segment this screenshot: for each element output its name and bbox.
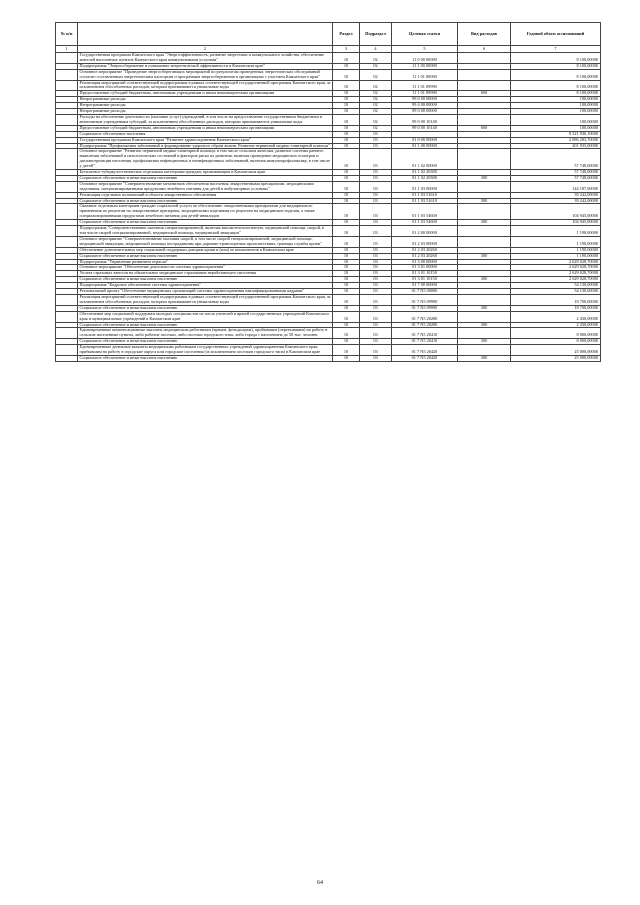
- row-expense-type-cell: 300: [458, 253, 511, 259]
- row-expense-type-cell: [458, 80, 511, 91]
- row-target-article-cell: 01 1 02 20380: [392, 175, 458, 181]
- column-number: 7: [511, 46, 601, 53]
- row-name-cell: Непрограммные расходы: [78, 109, 333, 115]
- row-number-cell: [56, 114, 78, 125]
- row-razdel-cell: 10: [333, 125, 360, 131]
- row-expense-type-cell: 300: [458, 322, 511, 328]
- row-podrazdel-cell: 03: [360, 236, 392, 247]
- row-razdel-cell: 10: [333, 131, 360, 137]
- row-target-article-cell: 01 1 03 51610: [392, 192, 458, 198]
- row-podrazdel-cell: 03: [360, 265, 392, 271]
- row-name-cell: Региональный проект "Обеспечение медицинских организаций системы здравоохранения квалифицированными кадрами": [78, 289, 333, 295]
- row-expense-type-cell: [458, 53, 511, 64]
- page-number: 64: [317, 880, 323, 886]
- row-target-article-cell: 01 7 N5 20280: [392, 311, 458, 322]
- row-number-cell: [56, 181, 78, 192]
- row-expense-type-cell: 300: [458, 355, 511, 361]
- column-number: 1: [56, 46, 78, 53]
- row-target-article-cell: 99 0 00 00000: [392, 97, 458, 103]
- row-amount-cell: 100,00000: [511, 103, 601, 109]
- row-razdel-cell: 10: [333, 192, 360, 198]
- row-number-cell: [56, 311, 78, 322]
- row-razdel-cell: 10: [333, 294, 360, 305]
- row-podrazdel-cell: 03: [360, 311, 392, 322]
- row-name-cell: Основное мероприятие "Совершенствование оказания скорой, в том числе скорой специализированной, медицинской помощи, медицинской эвакуации, медицинской помощи пострадавшим при дорожно-транспортных происшествиях, границы службы крови": [78, 236, 333, 247]
- row-podrazdel-cell: 03: [360, 339, 392, 345]
- row-amount-cell: 2 430,00000: [511, 322, 601, 328]
- row-amount-cell: 39 242,00000: [511, 198, 601, 204]
- column-number: 4: [360, 46, 392, 53]
- row-name-cell: Предоставление субсидий бюджетным, автономным учреждениям и иным некоммерческим организациям: [78, 125, 333, 131]
- row-name-cell: Государственная программа Камчатского края "Энергоэффективность, развитие энергетики и коммунального хозяйства, обеспечение жителей населенных пунктов Камчатского края коммунальными услугами": [78, 53, 333, 64]
- header-expense-type: Вид расходов: [458, 23, 511, 46]
- row-podrazdel-cell: 02: [360, 80, 392, 91]
- row-target-article-cell: 01 2 03 20260: [392, 253, 458, 259]
- row-amount-cell: 8 000,00000: [511, 328, 601, 339]
- row-name-cell: Основное мероприятие "Проведение энергосберегающих мероприятий по результатам проведенных энергетических обследований согласно составленным энергетическим паспортам и программам энергосбережения в организациях с участием Камчатского края": [78, 69, 333, 80]
- row-target-article-cell: 01 7 N5 20420: [392, 355, 458, 361]
- row-podrazdel-cell: 03: [360, 204, 392, 220]
- row-name-cell: Обеспечение мер социальной поддержки молодых специалистов из числа учителей и врачей государственных учреждений Камчатского края и муниципальных учреждений в Камчатском крае: [78, 311, 333, 322]
- row-amount-cell: 2 629 028,70000: [511, 277, 601, 283]
- row-amount-cell: 104 945,00000: [511, 204, 601, 220]
- row-razdel-cell: 10: [333, 69, 360, 80]
- table-row: [56, 181, 601, 192]
- row-expense-type-cell: 600: [458, 125, 511, 131]
- row-podrazdel-cell: 03: [360, 253, 392, 259]
- row-name-cell: Оказание отдельным категориям граждан социальной услуги по обеспечению лекарственными препаратами для медицинского применения по рецептам на лекарственные препараты, медицинскими изделиями по рецептам на медицинские изделия, а также специализированными продуктами лечебного питания для детей-инвалидов: [78, 204, 333, 220]
- row-amount-cell: 8 100,00000: [511, 69, 601, 80]
- row-expense-type-cell: 300: [458, 305, 511, 311]
- row-expense-type-cell: 300: [458, 198, 511, 204]
- row-razdel-cell: 10: [333, 109, 360, 115]
- row-target-article-cell: 01 3 01 10150: [392, 271, 458, 277]
- row-target-article-cell: 11 0 00 00000: [392, 53, 458, 64]
- row-expense-type-cell: 600: [458, 91, 511, 97]
- row-target-article-cell: 11 1 00 00000: [392, 63, 458, 69]
- row-target-article-cell: 01 1 02 00000: [392, 149, 458, 170]
- row-podrazdel-cell: 03: [360, 271, 392, 277]
- row-razdel-cell: 10: [333, 204, 360, 220]
- row-podrazdel-cell: 03: [360, 277, 392, 283]
- row-amount-cell: 57 748,00000: [511, 175, 601, 181]
- row-razdel-cell: 10: [333, 247, 360, 253]
- row-expense-type-cell: [458, 181, 511, 192]
- row-podrazdel-cell: 03: [360, 137, 392, 143]
- row-name-cell: Уплата страховых взносов на обязательное медицинское страхование неработающего населения: [78, 271, 333, 277]
- row-name-cell: Единовременные компенсационные выплаты медицинским работникам (врачам, фельдшерам), прибывшим (переехавшим) на работу в сельские населенные пункты, либо рабочие поселки, либо поселки городского типа, либо города с населением до 50 тыс. человек: [78, 328, 333, 339]
- row-amount-cell: 8 100,00000: [511, 53, 601, 64]
- row-razdel-cell: 10: [333, 311, 360, 322]
- row-name-cell: Социальное обеспечение и иные выплаты населению: [78, 339, 333, 345]
- row-podrazdel-cell: 03: [360, 305, 392, 311]
- row-podrazdel-cell: 02: [360, 97, 392, 103]
- row-amount-cell: 8 100,00000: [511, 91, 601, 97]
- row-amount-cell: 100,00000: [511, 97, 601, 103]
- row-target-article-cell: 01 7 N5 00000: [392, 289, 458, 295]
- header-podrazdel: Подраздел: [360, 23, 392, 46]
- row-name-cell: Социальное обеспечение и иные выплаты населению: [78, 277, 333, 283]
- row-razdel-cell: 10: [333, 103, 360, 109]
- row-razdel-cell: 10: [333, 149, 360, 170]
- table-row: [56, 236, 601, 247]
- row-razdel-cell: 10: [333, 345, 360, 356]
- header-number: № п/п: [56, 23, 78, 46]
- row-amount-cell: 1 190,00000: [511, 253, 601, 259]
- header-name: [78, 23, 333, 46]
- row-number-cell: [56, 345, 78, 356]
- row-amount-cell: 8 100,00000: [511, 63, 601, 69]
- row-target-article-cell: 01 2 00 00000: [392, 226, 458, 237]
- row-razdel-cell: 10: [333, 220, 360, 226]
- header-row: [56, 23, 601, 46]
- row-razdel-cell: 10: [333, 328, 360, 339]
- row-razdel-cell: 10: [333, 175, 360, 181]
- row-number-cell: [56, 226, 78, 237]
- row-name-cell: Социальное обеспечение и иные выплаты населению: [78, 198, 333, 204]
- table-row: [56, 204, 601, 220]
- column-number: 2: [78, 46, 333, 53]
- row-name-cell: Государственная программа Камчатского края "Развитие здравоохранения Камчатского края": [78, 137, 333, 143]
- row-name-cell: Социальное обеспечение и иные выплаты населению: [78, 220, 333, 226]
- row-number-cell: [56, 69, 78, 80]
- row-target-article-cell: 99 0 00 10140: [392, 125, 458, 131]
- row-razdel-cell: 10: [333, 53, 360, 64]
- row-number-cell: [56, 355, 78, 361]
- row-amount-cell: 201 935,00000: [511, 143, 601, 149]
- row-podrazdel-cell: 02: [360, 53, 392, 64]
- row-name-cell: Реализация отдельных полномочий в области лекарственного обеспечения: [78, 192, 333, 198]
- row-target-article-cell: 01 7 N5 09990: [392, 305, 458, 311]
- row-podrazdel-cell: 03: [360, 226, 392, 237]
- row-razdel-cell: 10: [333, 265, 360, 271]
- row-amount-cell: 2 430,00000: [511, 311, 601, 322]
- table-row: [56, 311, 601, 322]
- row-amount-cell: 2 629 028,70000: [511, 265, 601, 271]
- row-target-article-cell: 11 1 01 09990: [392, 91, 458, 97]
- row-target-article-cell: 11 1 01 09990: [392, 80, 458, 91]
- row-number-cell: [56, 204, 78, 220]
- row-amount-cell: 25 000,00000: [511, 345, 601, 356]
- row-razdel-cell: 10: [333, 91, 360, 97]
- row-target-article-cell: 01 7 N5 20420: [392, 345, 458, 356]
- row-target-article-cell: 01 1 02 20380: [392, 170, 458, 176]
- row-podrazdel-cell: 03: [360, 175, 392, 181]
- row-name-cell: Подпрограмма "Управление развитием отрасли": [78, 259, 333, 265]
- row-podrazdel-cell: 03: [360, 328, 392, 339]
- row-amount-cell: 57 748,00000: [511, 170, 601, 176]
- row-name-cell: Расходы на обеспечение деятельности (оказание услуг) учреждений, в том числе на предоставление государственным бюджетным и автономным учреждениям субсидий, за исключением обособленных расходов, которым присваиваются уникальные коды: [78, 114, 333, 125]
- row-name-cell: Обеспечение дополнительных мер социальной поддержки донорам крови и (или) ее компонентов в Камчатском крае: [78, 247, 333, 253]
- document-page: [55, 22, 600, 362]
- row-expense-type-cell: [458, 294, 511, 305]
- table-body: [56, 53, 601, 362]
- row-podrazdel-cell: 02: [360, 109, 392, 115]
- row-target-article-cell: 01 7 N5 20410: [392, 339, 458, 345]
- header-razdel: Раздел: [333, 23, 360, 46]
- row-razdel-cell: 10: [333, 305, 360, 311]
- row-target-article-cell: 99 4 00 00000: [392, 103, 458, 109]
- row-amount-cell: 144 187,00000: [511, 181, 601, 192]
- row-razdel-cell: 10: [333, 339, 360, 345]
- row-razdel-cell: 10: [333, 322, 360, 328]
- table-row: [56, 53, 601, 64]
- row-target-article-cell: 01 7 N5 20410: [392, 328, 458, 339]
- row-podrazdel-cell: 03: [360, 170, 392, 176]
- row-target-article-cell: 01 3 01 10150: [392, 277, 458, 283]
- row-podrazdel-cell: 03: [360, 322, 392, 328]
- budget-table: [55, 22, 601, 362]
- table-row: [56, 226, 601, 237]
- row-target-article-cell: 01 1 03 54600: [392, 204, 458, 220]
- row-razdel-cell: 10: [333, 355, 360, 361]
- row-podrazdel-cell: 03: [360, 192, 392, 198]
- table-row: [56, 114, 601, 125]
- row-amount-cell: 57 748,00000: [511, 149, 601, 170]
- row-podrazdel-cell: 03: [360, 149, 392, 170]
- row-podrazdel-cell: 02: [360, 114, 392, 125]
- row-target-article-cell: 01 2 03 20260: [392, 247, 458, 253]
- row-podrazdel-cell: 03: [360, 259, 392, 265]
- row-podrazdel-cell: 03: [360, 289, 392, 295]
- row-name-cell: Социальное обеспечение и иные выплаты населению: [78, 305, 333, 311]
- row-razdel-cell: 10: [333, 80, 360, 91]
- row-razdel-cell: 10: [333, 198, 360, 204]
- row-amount-cell: 8 100,00000: [511, 80, 601, 91]
- row-expense-type-cell: [458, 345, 511, 356]
- row-razdel-cell: 10: [333, 271, 360, 277]
- table-row: [56, 80, 601, 91]
- row-razdel-cell: 10: [333, 283, 360, 289]
- row-target-article-cell: 01 1 03 54600: [392, 220, 458, 226]
- row-amount-cell: 104 945,00000: [511, 220, 601, 226]
- row-razdel-cell: 10: [333, 181, 360, 192]
- table-row: [56, 345, 601, 356]
- row-target-article-cell: 01 1 03 51610: [392, 198, 458, 204]
- row-name-cell: Подпрограмма "Совершенствование оказания специализированной, включая высокотехнологичную, медицинской помощи, скорой, в том числе скорой специализированной, медицинской помощи, медицинской эвакуации": [78, 226, 333, 237]
- row-podrazdel-cell: 02: [360, 63, 392, 69]
- row-razdel-cell: 10: [333, 289, 360, 295]
- row-podrazdel-cell: 02: [360, 125, 392, 131]
- row-podrazdel-cell: 03: [360, 181, 392, 192]
- row-name-cell: Предоставление субсидий бюджетным, автономным учреждениям и иным некоммерческим организациям: [78, 91, 333, 97]
- row-expense-type-cell: [458, 311, 511, 322]
- row-target-article-cell: 01 7 N5 09990: [392, 294, 458, 305]
- row-podrazdel-cell: 03: [360, 143, 392, 149]
- row-name-cell: Социальное обеспечение и иные выплаты населению: [78, 175, 333, 181]
- row-amount-cell: 1 190,00000: [511, 236, 601, 247]
- row-razdel-cell: 10: [333, 63, 360, 69]
- row-name-cell: Подпрограмма "Энергосбережение и повышение энергетической эффективности в Камчатском крае": [78, 63, 333, 69]
- row-target-article-cell: 11 1 01 00000: [392, 69, 458, 80]
- row-name-cell: Реализация мероприятий соответствующей подпрограммы в рамках соответствующей государственной программы Камчатского края, за исключением обособленных расходов, которым присваиваются уникальные коды: [78, 294, 333, 305]
- row-name-cell: Социальное обеспечение и иные выплаты населению: [78, 355, 333, 361]
- row-amount-cell: 18 700,00000: [511, 294, 601, 305]
- row-name-cell: Единовременные денежные выплаты медицинским работникам государственных учреждений здравоохранения Камчатского края, прибывшим на работу в городские округа или городские поселения (за исключением поселков городского типа) в Камчатском крае: [78, 345, 333, 356]
- row-number-cell: [56, 80, 78, 91]
- header-target-article: Целевая статья: [392, 23, 458, 46]
- row-target-article-cell: 99 0 00 10140: [392, 114, 458, 125]
- table-row: [56, 328, 601, 339]
- row-expense-type-cell: [458, 69, 511, 80]
- row-podrazdel-cell: 03: [360, 294, 392, 305]
- row-expense-type-cell: [458, 236, 511, 247]
- row-amount-cell: 1 190,00000: [511, 226, 601, 237]
- row-amount-cell: 1 190,00000: [511, 247, 601, 253]
- row-number-cell: [56, 236, 78, 247]
- row-name-cell: Основное мероприятие "Развитие первичной медико-санитарной помощи, в том числе сельским жителям, развитие системы раннего выявления заболеваний и патологических состояний и факторов риска их развития, включая проведение медицинских осмотров и диспансеризации населения, профилактика инфекционных и неинфекционных заболеваний, включая иммунопрофилактику, в том числе у детей": [78, 149, 333, 170]
- row-razdel-cell: 10: [333, 236, 360, 247]
- row-podrazdel-cell: 03: [360, 247, 392, 253]
- row-target-article-cell: 01 2 03 00000: [392, 236, 458, 247]
- row-target-article-cell: 01 7 N5 20280: [392, 322, 458, 328]
- row-amount-cell: 2 886 283,70000: [511, 137, 601, 143]
- column-number: 5: [392, 46, 458, 53]
- row-amount-cell: 2 629 028,70000: [511, 271, 601, 277]
- column-number-row: [56, 46, 601, 53]
- row-razdel-cell: 10: [333, 114, 360, 125]
- row-podrazdel-cell: 03: [360, 131, 392, 137]
- row-razdel-cell: 10: [333, 226, 360, 237]
- row-razdel-cell: 10: [333, 170, 360, 176]
- row-podrazdel-cell: 03: [360, 198, 392, 204]
- row-number-cell: [56, 328, 78, 339]
- row-amount-cell: 25 000,00000: [511, 355, 601, 361]
- row-target-article-cell: 01 3 01 00000: [392, 265, 458, 271]
- row-target-article-cell: 01 1 00 00000: [392, 143, 458, 149]
- row-expense-type-cell: 300: [458, 277, 511, 283]
- row-podrazdel-cell: 02: [360, 103, 392, 109]
- table-row: [56, 355, 601, 361]
- row-name-cell: Подпрограмма "Кадровое обеспечение системы здравоохранения": [78, 283, 333, 289]
- row-name-cell: Основное мероприятие "Обеспечение деятельности системы здравоохранения": [78, 265, 333, 271]
- column-number: 6: [458, 46, 511, 53]
- row-name-cell: Социальное обеспечение и иные выплаты населению: [78, 322, 333, 328]
- row-target-article-cell: 01 1 03 00000: [392, 181, 458, 192]
- row-expense-type-cell: 300: [458, 339, 511, 345]
- row-amount-cell: 100,00000: [511, 109, 601, 115]
- row-name-cell: Социальное обеспечение и иные выплаты населению: [78, 253, 333, 259]
- row-name-cell: Основное мероприятие "Совершенствование механизмов обеспечения населения лекарственными препаратами, медицинскими изделиями, специализированными продуктами лечебного питания для детей в амбулаторных условиях": [78, 181, 333, 192]
- row-expense-type-cell: 300: [458, 175, 511, 181]
- row-amount-cell: 39 242,00000: [511, 192, 601, 198]
- row-razdel-cell: 10: [333, 137, 360, 143]
- row-amount-cell: 100,00000: [511, 125, 601, 131]
- row-podrazdel-cell: 03: [360, 220, 392, 226]
- row-amount-cell: 54 130,00000: [511, 283, 601, 289]
- row-name-cell: Непрограммные расходы: [78, 97, 333, 103]
- row-name-cell: Реализация мероприятий соответствующей подпрограммы в рамках соответствующей государственной программы Камчатского края, за исключением обособленных расходов, которым присваиваются уникальные коды: [78, 80, 333, 91]
- row-razdel-cell: 10: [333, 97, 360, 103]
- row-razdel-cell: 10: [333, 253, 360, 259]
- row-podrazdel-cell: 03: [360, 355, 392, 361]
- row-target-article-cell: 99 0 00 00000: [392, 109, 458, 115]
- row-podrazdel-cell: 02: [360, 91, 392, 97]
- row-target-article-cell: 01 7 00 00000: [392, 283, 458, 289]
- row-podrazdel-cell: 02: [360, 69, 392, 80]
- row-number-cell: [56, 53, 78, 64]
- row-name-cell: Непрограммные расходы: [78, 103, 333, 109]
- row-expense-type-cell: [458, 226, 511, 237]
- row-amount-cell: 8 000,00000: [511, 339, 601, 345]
- row-expense-type-cell: [458, 149, 511, 170]
- row-name-cell: Бесплатное туберкулостатическое отдельным категориям граждан, проживающим в Камчатском крае: [78, 170, 333, 176]
- row-razdel-cell: 10: [333, 277, 360, 283]
- column-number: 3: [333, 46, 360, 53]
- header-annual-amount: Годовой объем ассигнований: [511, 23, 601, 46]
- row-amount-cell: 8 321 930,10000: [511, 131, 601, 137]
- row-name-cell: Подпрограмма "Профилактика заболеваний и формирование здорового образа жизни. Развитие первичной медико-санитарной помощи": [78, 143, 333, 149]
- row-amount-cell: 2 629 028,70000: [511, 259, 601, 265]
- row-expense-type-cell: [458, 328, 511, 339]
- row-target-article-cell: 01 3 00 00000: [392, 259, 458, 265]
- row-number-cell: [56, 294, 78, 305]
- table-row: [56, 294, 601, 305]
- table-row: [56, 69, 601, 80]
- row-name-cell: Социальное обеспечение населения: [78, 131, 333, 137]
- row-amount-cell: 18 700,00000: [511, 305, 601, 311]
- row-target-article-cell: 01 0 00 00000: [392, 137, 458, 143]
- row-podrazdel-cell: 03: [360, 283, 392, 289]
- row-amount-cell: 54 130,00000: [511, 289, 601, 295]
- row-expense-type-cell: [458, 114, 511, 125]
- row-amount-cell: 100,00000: [511, 114, 601, 125]
- row-podrazdel-cell: 03: [360, 345, 392, 356]
- row-razdel-cell: 10: [333, 259, 360, 265]
- table-row: [56, 149, 601, 170]
- row-razdel-cell: 10: [333, 143, 360, 149]
- row-number-cell: [56, 149, 78, 170]
- row-expense-type-cell: 300: [458, 220, 511, 226]
- row-expense-type-cell: [458, 204, 511, 220]
